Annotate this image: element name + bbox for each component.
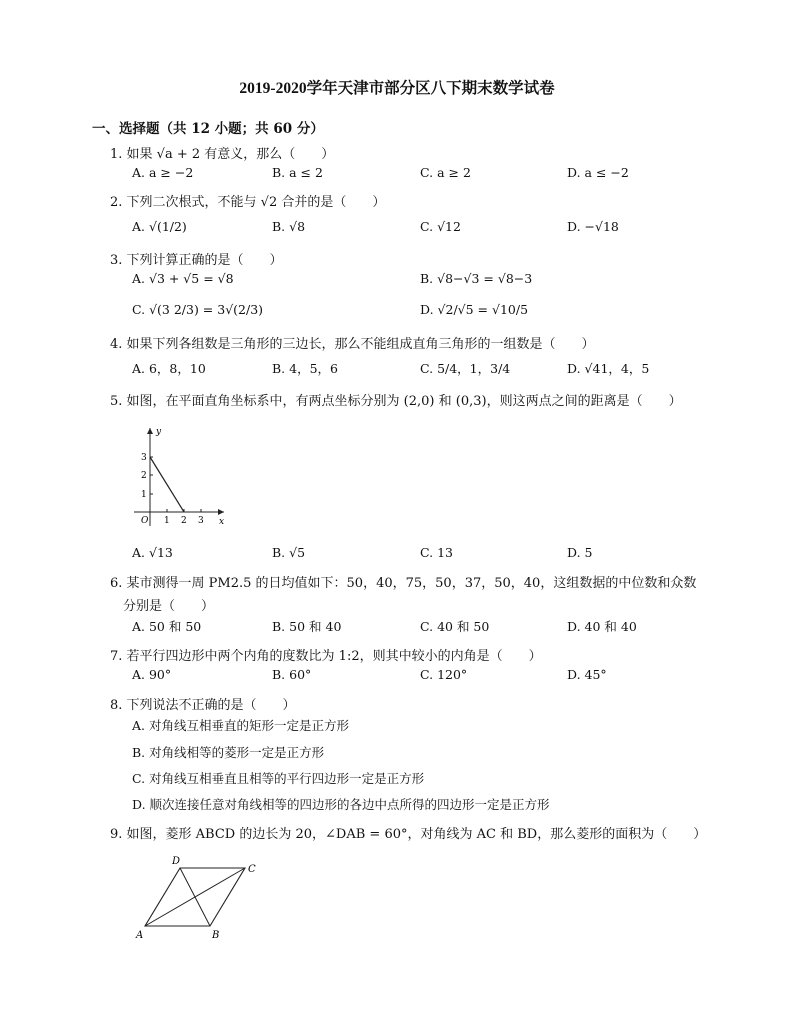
q6-option-b: B. 50 和 40 <box>272 619 342 634</box>
q5-option-c: C. 13 <box>420 545 453 560</box>
question-6-stem-line2: 分别是（ ） <box>123 599 215 614</box>
question-8-stem: 8. 下列说法不正确的是（ ） <box>110 698 296 713</box>
q1-option-b: B. a ≤ 2 <box>272 165 323 180</box>
q3-option-a: A. √3 + √5 = √8 <box>132 271 234 286</box>
q8-option-a: A. 对角线互相垂直的矩形一定是正方形 <box>132 718 349 733</box>
question-6-stem-line1: 6. 某市测得一周 PM2.5 的日均值如下：50，40，75，50，37，50，40，这组数据的中位数和众数 <box>110 576 697 591</box>
q3-option-c: C. √(3 2/3) = 3√(2/3) <box>132 302 264 317</box>
vertex-a-label: A <box>136 930 144 941</box>
q5-option-a: A. √13 <box>132 545 173 560</box>
coordinate-plane-figure <box>128 422 238 532</box>
rhombus-figure <box>130 852 270 944</box>
origin-label: O <box>141 516 149 526</box>
q7-option-a: A. 90° <box>132 667 172 682</box>
q5-option-b: B. √5 <box>272 545 306 560</box>
q6-option-c: C. 40 和 50 <box>420 619 490 634</box>
x-tick-2: 2 <box>181 516 187 526</box>
question-4-stem: 4. 如果下列各组数是三角形的三边长，那么不能组成直角三角形的一组数是（ ） <box>110 337 595 352</box>
q4-option-a: A. 6，8，10 <box>132 361 206 376</box>
question-2-stem: 2. 下列二次根式，不能与 √2 合并的是（ ） <box>110 195 386 210</box>
q1-option-c: C. a ≥ 2 <box>420 165 471 180</box>
q3-option-d: D. √2/√5 = √10/5 <box>420 302 529 317</box>
q7-option-d: D. 45° <box>567 667 607 682</box>
diagonal-bd <box>180 868 210 926</box>
x-tick-3: 3 <box>198 516 204 526</box>
q8-option-b: B. 对角线相等的菱形一定是正方形 <box>132 745 325 760</box>
q4-option-c: C. 5/4，1，3/4 <box>420 361 511 376</box>
q8-option-d: D. 顺次连接任意对角线相等的四边形的各边中点所得的四边形一定是正方形 <box>132 797 550 812</box>
question-7-stem: 7. 若平行四边形中两个内角的度数比为 1:2，则其中较小的内角是（ ） <box>110 649 542 664</box>
q2-option-a: A. √(1/2) <box>132 219 187 234</box>
q8-option-c: C. 对角线互相垂直且相等的平行四边形一定是正方形 <box>132 771 425 786</box>
q2-option-d: D. −√18 <box>567 219 619 234</box>
y-tick-3: 3 <box>141 453 147 463</box>
q4-option-d: D. √41，4，5 <box>567 361 650 376</box>
question-3-stem: 3. 下列计算正确的是（ ） <box>110 253 283 268</box>
vertex-b-label: B <box>212 930 220 941</box>
y-axis-label: y <box>156 427 162 437</box>
page-title: 2019-2020学年天津市部分区八下期末数学试卷 <box>239 80 555 97</box>
q4-option-b: B. 4，5，6 <box>272 361 338 376</box>
section-heading: 一、选择题（共 12 小题；共 60 分） <box>92 121 324 137</box>
segment <box>150 457 184 512</box>
q3-option-b: B. √8−√3 = √8−3 <box>420 271 533 286</box>
y-tick-2: 2 <box>141 471 147 481</box>
q6-option-d: D. 40 和 40 <box>567 619 637 634</box>
question-5-stem: 5. 如图，在平面直角坐标系中，有两点坐标分别为 (2,0) 和 (0,3)，则这两点之间的距离是（ ） <box>110 394 682 409</box>
q6-option-a: A. 50 和 50 <box>132 619 202 634</box>
x-axis-label: x <box>219 517 225 527</box>
q2-option-c: C. √12 <box>420 219 461 234</box>
q7-option-c: C. 120° <box>420 667 468 682</box>
q7-option-b: B. 60° <box>272 667 312 682</box>
vertex-d-label: D <box>172 856 181 867</box>
q1-option-d: D. a ≤ −2 <box>567 165 629 180</box>
question-1-stem: 1. 如果 √a + 2 有意义，那么（ ） <box>110 147 335 162</box>
question-9-stem: 9. 如图，菱形 ABCD 的边长为 20，∠DAB = 60°，对角线为 AC 和 BD，那么菱形的面积为（ ） <box>110 827 707 842</box>
q5-option-d: D. 5 <box>567 545 593 560</box>
vertex-c-label: C <box>248 864 256 875</box>
y-tick-1: 1 <box>141 490 147 500</box>
q1-option-a: A. a ≥ −2 <box>132 165 194 180</box>
x-tick-1: 1 <box>164 516 170 526</box>
q2-option-b: B. √8 <box>272 219 306 234</box>
